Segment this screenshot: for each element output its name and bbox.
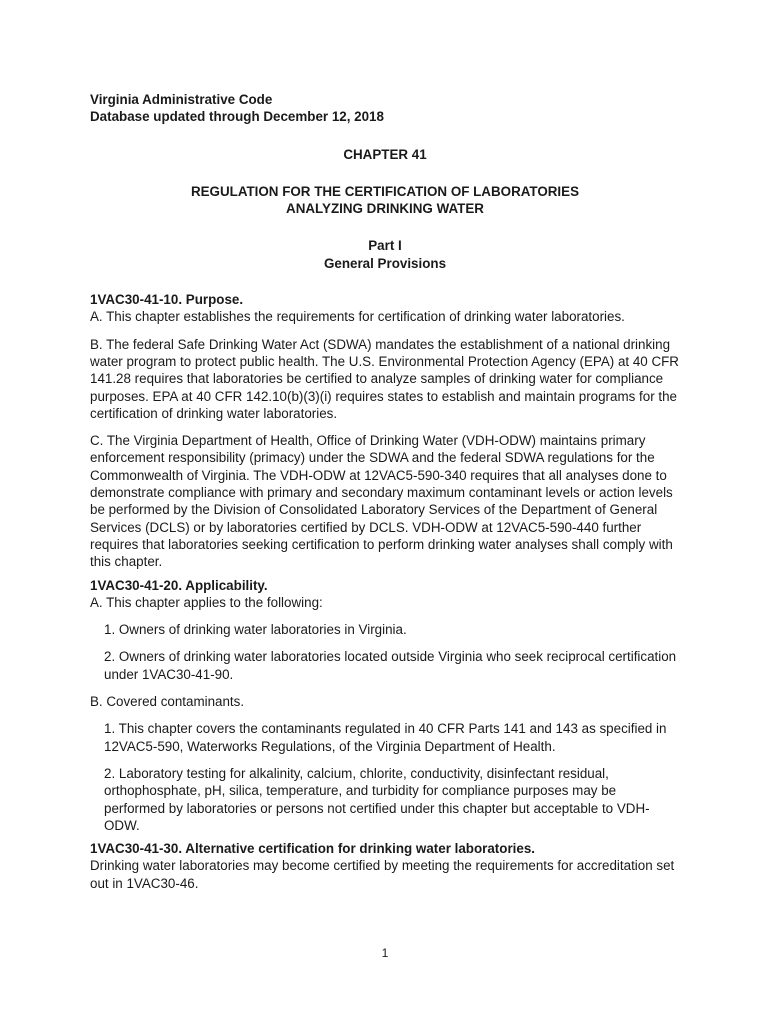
- chapter-heading: CHAPTER 41: [343, 146, 427, 162]
- document-page: [90, 91, 680, 892]
- paragraph-a: A. This chapter establishes the requirements for certification of drinking water laboratories.: [90, 309, 625, 325]
- section-title: 1VAC30-41-20. Applicability.: [90, 577, 268, 593]
- paragraph-b: B. The federal Safe Drinking Water Act (SDWA) mandates the establishment of a national drinking water program to protect public health. The U.S. Environmental Protection Agency (EPA) at 40 CFR 141.28 requires that laboratories be certified to analyze samples of drinking water for compliance purposes. EPA at 40 CFR 142.10(b)(3)(i) requires states to establish and maintain programs for the certification of drinking water laboratories.: [90, 336, 679, 421]
- paragraph-c: C. The Virginia Department of Health, Office of Drinking Water (VDH-ODW) maintains primary enforcement responsibility (primacy) under the SDWA and the federal SDWA regulations for the Commonwealth of Virginia. The VDH-ODW at 12VAC5-590-340 requires that all analyses done to demonstrate compliance with primary and secondary maximum contaminant levels or action levels be performed by the Division of Consolidated Laboratory Services of the Department of General Services (DCLS) or by laboratories certified by DCLS. VDH-ODW at 12VAC5-590-440 further requires that laboratories seeking certification to perform drinking water analyses shall comply with this chapter.: [90, 433, 673, 570]
- part-heading: [90, 237, 680, 272]
- paragraph-a: A. This chapter applies to the following:: [90, 594, 323, 610]
- page-number: 1: [381, 946, 389, 960]
- regulation-title: [90, 183, 680, 218]
- list-item: 2. Owners of drinking water laboratories located outside Virginia who seek reciprocal certification under 1VAC30-41-90.: [104, 649, 677, 682]
- paragraph: Drinking water laboratories may become certified by meeting the requirements for accreditation set out in 1VAC30-46.: [90, 858, 675, 891]
- section-alternative-certification: [90, 840, 680, 892]
- regulation-title-line2: ANALYZING DRINKING WATER: [286, 201, 484, 217]
- list-item: 1. This chapter covers the contaminants regulated in 40 CFR Parts 141 and 143 as specified in 12VAC5-590, Waterworks Regulations, of the Virginia Department of Health.: [104, 721, 667, 754]
- paragraph-b: B. Covered contaminants.: [90, 694, 245, 710]
- list-item: 2. Laboratory testing for alkalinity, calcium, chlorite, conductivity, disinfectant residual, orthophosphate, pH, silica, temperature, and turbidity for compliance purposes may be performed by laboratories or persons not certified under this chapter but acceptable to VDH-ODW.: [104, 765, 650, 833]
- section-title: 1VAC30-41-10. Purpose.: [90, 292, 244, 308]
- database-updated: Database updated through December 12, 2018: [90, 109, 384, 125]
- section-applicability: [90, 577, 680, 835]
- section-purpose: [90, 291, 680, 570]
- section-title: 1VAC30-41-30. Alternative certification for drinking water laboratories.: [90, 841, 535, 857]
- part-name: General Provisions: [323, 255, 447, 271]
- regulation-title-line1: REGULATION FOR THE CERTIFICATION OF LABORATORIES: [190, 183, 580, 199]
- part-number: Part I: [368, 238, 402, 254]
- code-title: Virginia Administrative Code: [90, 92, 273, 107]
- list-item: 1. Owners of drinking water laboratories in Virginia.: [104, 622, 407, 638]
